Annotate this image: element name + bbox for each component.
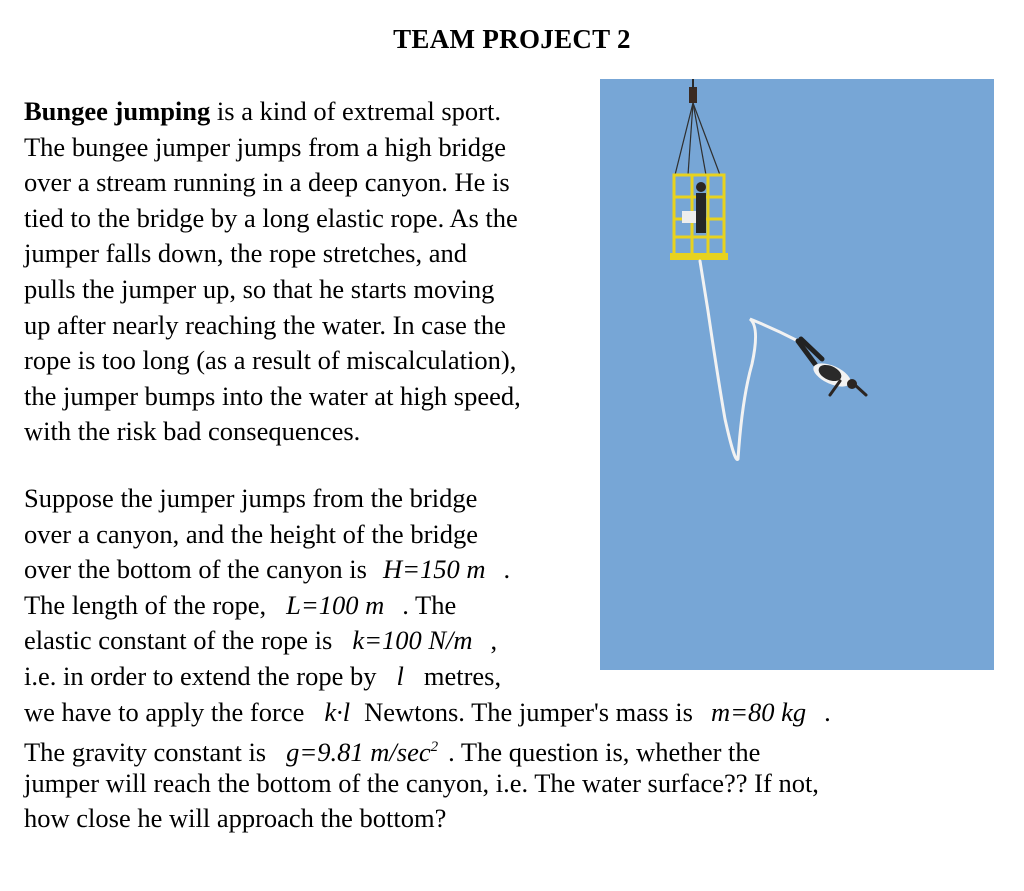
formula-elastic-constant: k=100 N/m <box>352 625 473 656</box>
formula-height: H=150 m <box>382 554 486 585</box>
intro-line: up after nearly reaching the water. In case the <box>24 309 506 340</box>
formula-length: L=100 m <box>286 589 385 620</box>
intro-line: jumper falls down, the rope stretches, and <box>24 238 468 269</box>
problem-line: The gravity constant is g=9.81 $m/\sec^2$ . The question is, whether the <box>24 736 761 767</box>
formula-extension: l <box>396 660 404 691</box>
page-title: TEAM PROJECT 2 <box>393 24 631 54</box>
intro-line: Bungee jumping is a kind of extremal sport. <box>24 96 501 126</box>
bungee-jump-photo <box>600 79 994 670</box>
intro-line: over a stream running in a deep canyon. He is <box>24 167 510 198</box>
intro-paragraph <box>24 94 521 450</box>
problem-line: how close he will approach the bottom? <box>24 803 447 834</box>
problem-line: we have to apply the force k·l Newtons. The jumper's mass is m=80 kg . <box>24 696 831 727</box>
formula-mass: m=80 kg <box>710 696 807 727</box>
bold-term: Bungee jumping <box>24 96 211 126</box>
problem-line: jumper will reach the bottom of the canyon, i.e. The water surface?? If not, <box>24 767 819 798</box>
problem-line: over the bottom of the canyon is H=150 m . <box>24 554 511 585</box>
intro-line: pulls the jumper up, so that he starts moving <box>24 273 495 304</box>
intro-line: with the risk bad consequences. <box>24 416 361 447</box>
sky-background <box>600 79 994 670</box>
formula-gravity: g=9.81 $m/\sec^2$ <box>286 736 439 767</box>
problem-line: Suppose the jumper jumps from the bridge <box>24 483 478 513</box>
formula-force: k·l <box>324 696 351 727</box>
problem-line: The length of the rope, L=100 m . The <box>24 589 457 620</box>
intro-line: rope is too long (as a result of miscalculation), <box>24 345 517 376</box>
intro-line: The bungee jumper jumps from a high bridge <box>24 131 507 162</box>
intro-line: the jumper bumps into the water at high speed, <box>24 380 521 411</box>
problem-line: i.e. in order to extend the rope by l metres, <box>24 660 502 691</box>
intro-line: tied to the bridge by a long elastic rope. As the <box>24 202 518 233</box>
problem-line: over a canyon, and the height of the bridge <box>24 518 479 549</box>
problem-line: elastic constant of the rope is k=100 N/m , <box>24 625 498 656</box>
